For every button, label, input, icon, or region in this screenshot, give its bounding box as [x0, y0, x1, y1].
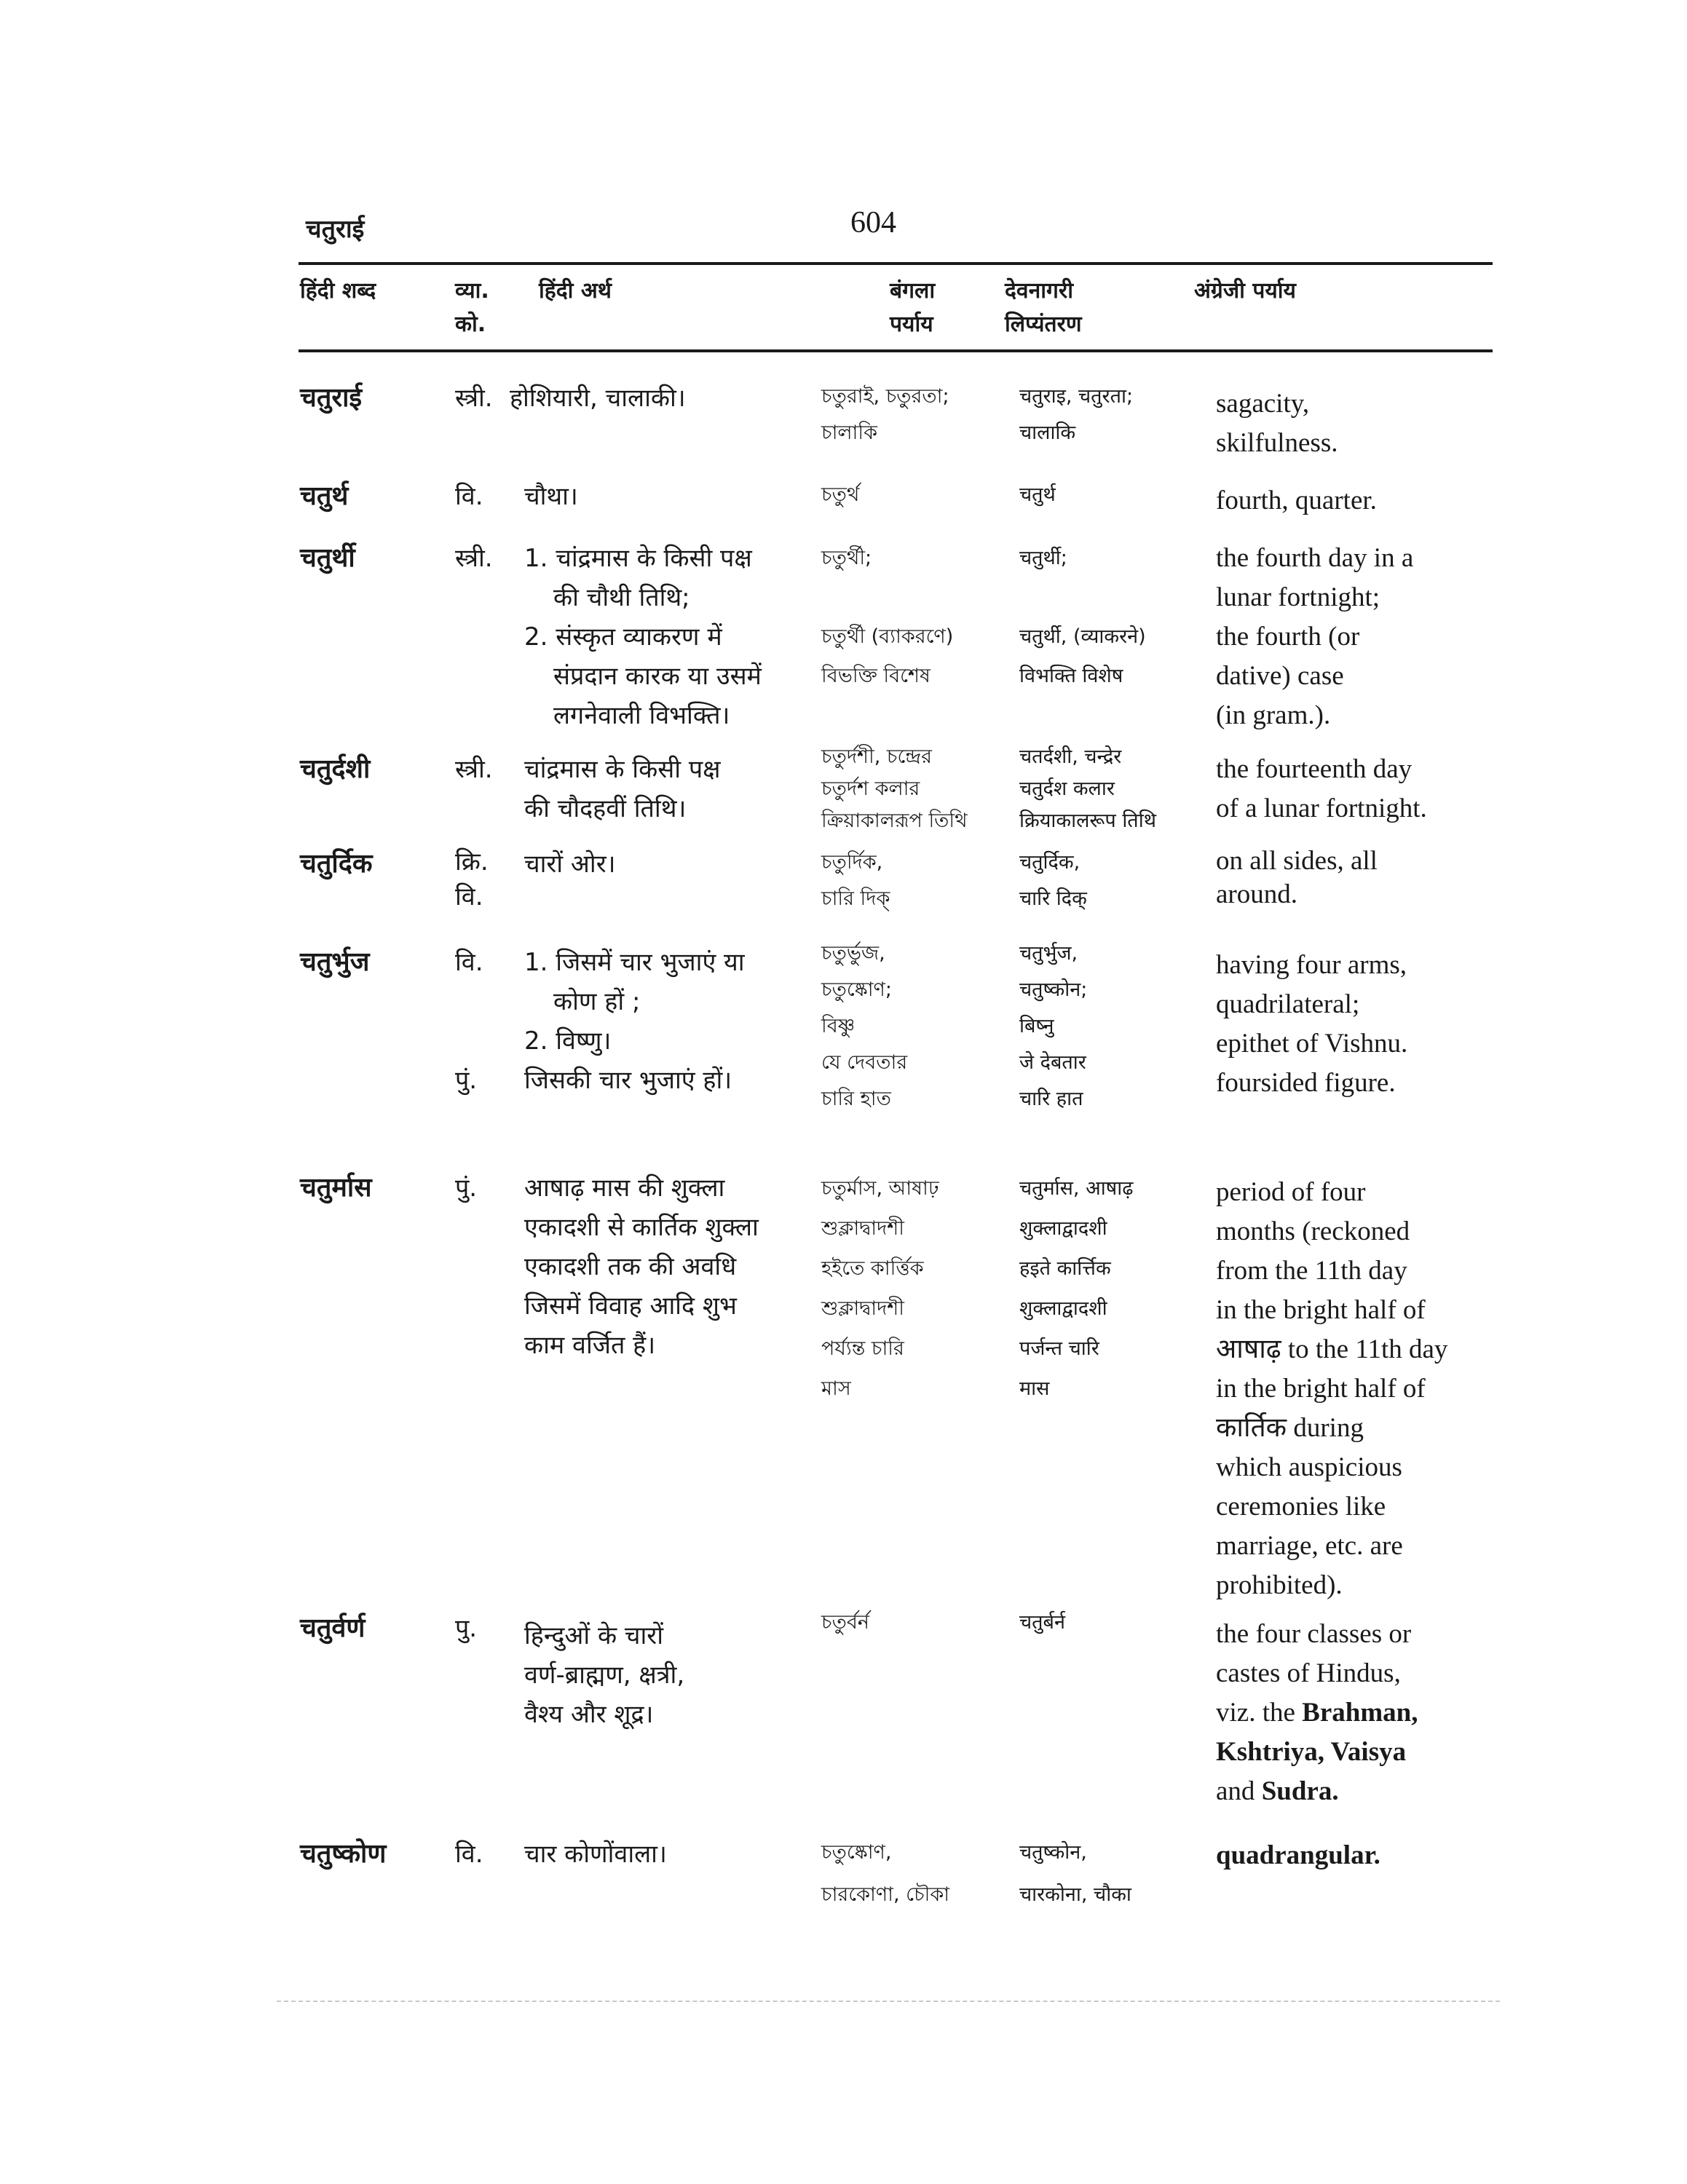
bangla-equivalent — [821, 1168, 939, 1409]
headword: चतुर्मास — [300, 1173, 372, 1203]
page-number: 604 — [850, 206, 896, 240]
col-header-bangla-1: बंगला — [890, 278, 936, 304]
hindi-line: की चौदहवीं तिथि। — [524, 794, 687, 823]
devanagari-transliteration — [1019, 1832, 1131, 1916]
hindi-meaning — [524, 1168, 815, 1365]
hindi-line: एकादशी से कार्तिक शुक्ला — [524, 1213, 759, 1242]
english-line: lunar fortnight; — [1216, 582, 1380, 612]
grammar-tag — [455, 943, 483, 1100]
headword: चतुर्दशी — [300, 754, 371, 784]
headword: चतुर्थी — [300, 543, 355, 573]
grammar-tag — [455, 844, 489, 914]
english-line: having four arms, — [1216, 950, 1407, 980]
english-line: months (reckoned — [1216, 1216, 1410, 1246]
bangla-equivalent — [821, 1832, 949, 1916]
bangla-line: চতুর্থী; — [821, 547, 872, 569]
bangla-line: চালাকি — [821, 422, 877, 444]
english-equivalent — [1216, 384, 1338, 463]
headword: चतुर्वर्ण — [300, 1613, 366, 1643]
bangla-line: বিভক্তি বিশেষ — [821, 665, 931, 687]
hindi-line: जिसकी चार भुजाएं हों। — [524, 1066, 732, 1095]
devanagari-line: चतुर्थी; — [1019, 547, 1067, 569]
hindi-meaning — [524, 844, 815, 884]
bangla-line: চতুর্ভুজ, — [821, 942, 885, 965]
top-rule — [299, 262, 1493, 265]
grammar-tag: स्त्री. — [455, 755, 493, 784]
english-line: which auspicious — [1216, 1452, 1402, 1482]
bangla-line — [821, 578, 953, 617]
devanagari-line: जे देबतार — [1019, 1051, 1086, 1074]
hindi-meaning — [524, 750, 815, 828]
grammar-tag: स्त्री. — [455, 384, 493, 413]
hindi-line: 1. चांद्रमास के किसी पक्ष — [524, 544, 752, 573]
col-header-hindi-word: हिंदी शब्द — [300, 278, 376, 304]
devanagari-transliteration — [1019, 1168, 1134, 1409]
bangla-equivalent — [821, 741, 968, 837]
bangla-line: হইতে কার্ত্তিক — [821, 1257, 924, 1280]
devanagari-transliteration — [1019, 935, 1087, 1117]
english-line: quadrilateral; — [1216, 989, 1360, 1019]
english-line: around. — [1216, 879, 1297, 909]
english-equivalent — [1216, 1836, 1380, 1875]
devanagari-line: शुक्लाद्वादशी — [1019, 1297, 1107, 1320]
bold-term: Brahman, — [1302, 1698, 1418, 1728]
bangla-line: মাস — [821, 1377, 851, 1400]
bangla-equivalent — [821, 844, 890, 917]
english-line: skilfulness. — [1216, 428, 1338, 458]
bangla-line: চতুর্থী (ব্যাকরণে) — [821, 625, 954, 648]
english-line: on all sides, all — [1216, 846, 1378, 876]
english-equivalent — [1216, 539, 1413, 735]
devanagari-line: चतुर्दिक, — [1019, 851, 1080, 874]
devanagari-transliteration — [1019, 844, 1087, 917]
english-line: the fourth day in a — [1216, 543, 1414, 573]
devanagari-line: चारकोना, चौका — [1019, 1883, 1131, 1906]
grammar-line: क्रि. — [455, 847, 489, 877]
devanagari-line: विभक्ति विशेष — [1019, 665, 1123, 687]
devanagari-line: क्रियाकालरूप तिथि — [1019, 810, 1156, 832]
hindi-meaning — [524, 1835, 815, 1874]
english-line: the fourth (or — [1216, 622, 1360, 652]
devanagari-line: चालाकि — [1019, 422, 1076, 444]
col-header-grammar-1: व्या. — [455, 278, 489, 304]
devanagari-line: चतर्दशी, चन्द्रेर — [1019, 745, 1122, 768]
bangla-line: চতুরাই, চতুরতা; — [821, 385, 949, 408]
english-line: and Sudra. — [1216, 1776, 1339, 1806]
bangla-line: চারকোণা, চৌকা — [821, 1883, 950, 1906]
english-line: marriage, etc. are — [1216, 1531, 1403, 1561]
devanagari-line: चतुष्कोन, — [1019, 1841, 1087, 1864]
bangla-line: ক্রিয়াকালরূপ তিথি — [821, 810, 968, 832]
bangla-line: চতুষ্কোণ, — [821, 1841, 892, 1864]
english-line: in the bright half of — [1216, 1374, 1426, 1404]
devanagari-line: चतुर्दश कलार — [1019, 778, 1115, 800]
hindi-line: आषाढ़ मास की शुक्ला — [524, 1174, 725, 1203]
bangla-line: চতুর্থ — [821, 483, 860, 506]
col-header-grammar-2: को. — [455, 312, 486, 337]
bangla-equivalent — [821, 379, 949, 451]
hindi-line: 2. विष्णु। — [524, 1026, 612, 1056]
devanagari-line: शुक्लाद्वादशी — [1019, 1217, 1107, 1240]
english-line: ceremonies like — [1216, 1492, 1386, 1522]
hindi-line: कोण हों ; — [553, 987, 641, 1016]
hindi-meaning — [510, 379, 801, 418]
english-line: dative) case — [1216, 661, 1344, 691]
english-equivalent — [1216, 946, 1407, 1103]
devanagari-line: पर्जन्त चारि — [1019, 1337, 1099, 1360]
devanagari-line: हइते कार्त्तिक — [1019, 1257, 1111, 1280]
devanagari-line: चतुर्थ — [1019, 483, 1056, 506]
grammar-tag: पु. — [455, 1614, 478, 1643]
english-line: of a lunar fortnight. — [1216, 794, 1427, 823]
english-line: the fourteenth day — [1216, 754, 1413, 784]
devanagari-line: चतुराइ, चतुरता; — [1019, 385, 1134, 408]
bangla-equivalent — [821, 1605, 869, 1641]
bangla-line: চতুর্দশ কলার — [821, 778, 920, 800]
hindi-meaning — [524, 539, 815, 735]
hindi-line: 2. संस्कृत व्याकरण में — [524, 622, 722, 652]
bangla-line: চতুর্দিক, — [821, 851, 883, 874]
devanagari-line: चतुर्मास, आषाढ़ — [1019, 1177, 1134, 1200]
hindi-meaning — [524, 943, 815, 1100]
hindi-line: की चौथी तिथि; — [553, 583, 690, 612]
english-line: castes of Hindus, — [1216, 1658, 1401, 1688]
english-equivalent — [1216, 481, 1377, 521]
grammar-line: वि. — [455, 948, 483, 977]
bangla-equivalent — [821, 539, 953, 696]
col-header-devanagari-2: लिप्यंतरण — [1005, 312, 1082, 337]
grammar-tag: पुं. — [455, 1174, 478, 1203]
bangla-line: চতুর্দশী, চন্দ্রের — [821, 745, 932, 768]
devanagari-line: मास — [1019, 1377, 1050, 1400]
grammar-line: पुं. — [455, 1066, 478, 1095]
hindi-line: चार कोणोंवाला। — [524, 1840, 667, 1869]
bold-term: Kshtriya, Vaisya — [1216, 1737, 1407, 1767]
hindi-line: एकादशी तक की अवधि — [524, 1252, 737, 1281]
english-line: sagacity, — [1216, 389, 1310, 419]
english-equivalent — [1216, 844, 1378, 911]
devanagari-transliteration — [1019, 741, 1156, 837]
english-line: viz. the Brahman, — [1216, 1698, 1418, 1728]
bangla-equivalent — [821, 935, 907, 1117]
english-equivalent — [1216, 1615, 1418, 1811]
bangla-line: চতুর্বর্ন — [821, 1611, 869, 1634]
headword: चतुर्दिक — [300, 849, 373, 879]
grammar-tag: वि. — [455, 1840, 483, 1869]
bangla-line: বিষ্ণু — [821, 1015, 856, 1037]
devanagari-transliteration — [1019, 1605, 1065, 1641]
devanagari-line: चारि दिक् — [1019, 887, 1087, 910]
headword: चतुष्कोण — [300, 1839, 387, 1869]
hindi-line: लगनेवाली विभक्ति। — [553, 701, 730, 730]
hindi-meaning — [524, 1616, 815, 1734]
devanagari-line: चतुर्बर्न — [1019, 1611, 1065, 1634]
english-equivalent — [1216, 750, 1427, 828]
hindi-line: जिसमें विवाह आदि शुभ — [524, 1291, 737, 1321]
hindi-line: वर्ण-ब्राह्मण, क्षत्री, — [524, 1661, 685, 1690]
footer-rule — [277, 2001, 1500, 2002]
devanagari-transliteration — [1019, 477, 1056, 513]
hindi-line: हिन्दुओं के चारों — [524, 1621, 664, 1650]
devanagari-line: चतुर्थी, (व्याकरने) — [1019, 625, 1146, 648]
hindi-line: संप्रदान कारक या उसमें — [553, 662, 762, 691]
bangla-line: শুক্লাদ্বাদশী — [821, 1297, 904, 1320]
hindi-line: चौथा। — [524, 482, 578, 511]
english-line: आषाढ़ to the 11th day — [1216, 1334, 1448, 1364]
english-line: quadrangular. — [1216, 1840, 1380, 1870]
bangla-line: চতুর্মাস, আষাঢ় — [821, 1177, 939, 1200]
col-header-bangla-2: पर्याय — [890, 312, 933, 337]
english-line: foursided figure. — [1216, 1068, 1396, 1098]
col-header-devanagari-1: देवनागरी — [1005, 278, 1073, 304]
english-line: (in gram.). — [1216, 700, 1331, 730]
hindi-line: चांद्रमास के किसी पक्ष — [524, 755, 721, 784]
headword: चतुर्थ — [300, 481, 349, 511]
devanagari-line: चतुर्भुज, — [1019, 942, 1078, 965]
hindi-line: चारों ओर। — [524, 850, 616, 879]
hindi-line: काम वर्जित हैं। — [524, 1331, 656, 1360]
bangla-line: যে দেবতার — [821, 1051, 908, 1074]
hindi-line: वैश्य और शूद्र। — [524, 1700, 654, 1729]
grammar-tag: वि. — [455, 482, 483, 511]
bold-term: Sudra. — [1261, 1776, 1339, 1806]
headword: चतुराई — [300, 383, 363, 413]
english-line: period of four — [1216, 1177, 1366, 1207]
bangla-line: পর্য্যন্ত চারি — [821, 1337, 904, 1360]
hindi-line: 1. जिसमें चार भुजाएं या — [524, 948, 745, 977]
english-line: कार्तिक during — [1216, 1413, 1364, 1443]
devanagari-transliteration — [1019, 539, 1146, 696]
devanagari-transliteration — [1019, 379, 1133, 451]
english-line: fourth, quarter. — [1216, 486, 1377, 515]
english-line: epithet of Vishnu. — [1216, 1029, 1408, 1059]
english-line: in the bright half of — [1216, 1295, 1426, 1325]
bangla-line: চারি দিক্ — [821, 887, 890, 910]
devanagari-line — [1019, 578, 1146, 617]
hindi-line: होशियारी, चालाकी। — [510, 384, 686, 413]
bangla-equivalent — [821, 477, 859, 513]
header-rule — [299, 349, 1493, 352]
bangla-line: শুক্লাদ্বাদশী — [821, 1217, 904, 1240]
col-header-hindi-meaning: हिंदी अर्थ — [539, 278, 612, 304]
grammar-line: वि. — [455, 882, 483, 911]
grammar-tag: स्त्री. — [455, 544, 493, 573]
bangla-line: চতুষ্কোণ; — [821, 978, 892, 1001]
english-line: prohibited). — [1216, 1570, 1343, 1600]
english-equivalent — [1216, 1173, 1447, 1605]
english-line: the four classes or — [1216, 1619, 1412, 1649]
col-header-english: अंग्रेजी पर्याय — [1194, 278, 1296, 304]
hindi-meaning — [524, 477, 815, 516]
headword: चतुर्भुज — [300, 947, 370, 977]
devanagari-line: चारि हात — [1019, 1088, 1083, 1110]
english-line — [1216, 1733, 1418, 1772]
english-line: from the 11th day — [1216, 1256, 1407, 1286]
devanagari-line: बिष्नु — [1019, 1015, 1054, 1037]
bangla-line: চারি হাত — [821, 1088, 891, 1110]
devanagari-line: चतुष्कोन; — [1019, 978, 1088, 1001]
running-head: चतुराई — [306, 215, 365, 244]
